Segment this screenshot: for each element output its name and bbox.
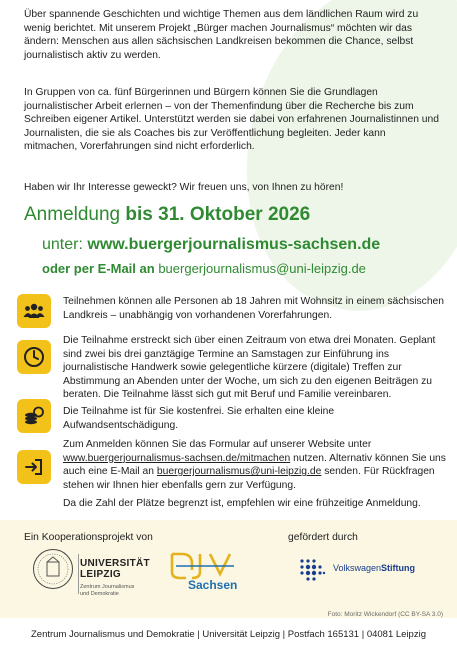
clock-icon [17, 340, 51, 374]
vw-prefix: Volkswagen [333, 563, 382, 573]
registration-url-line [42, 236, 380, 254]
university-name-line-2: LEIPZIG [80, 569, 121, 580]
djv-logo-icon [170, 552, 240, 580]
registration-headline [24, 204, 310, 226]
mail-prefix: oder per E-Mail an [42, 261, 155, 276]
volkswagen-stiftung-logo-icon [298, 557, 328, 583]
signup-text-c: senden. Für Rückfragen stehen wir Ihnen hier ebenfalls gern zur Verfügung. [63, 466, 435, 491]
center-name-line-1: Zentrum Journalismus [80, 584, 135, 590]
info-participants: Teilnehmen können alle Personen ab 18 Jahren mit Wohnsitz in einem sächsischen Landkreis – unabhängig von vorhandenen Vorerfahrungen. [63, 296, 445, 321]
people-icon [17, 294, 51, 328]
signup-form-link[interactable]: www.buergerjournalismus-sachsen.de/mitmachen [63, 452, 291, 464]
registration-url-link[interactable]: www.buergerjournalismus-sachsen.de [87, 236, 381, 253]
intro-paragraph-3: Haben wir Ihr Interesse geweckt? Wir freuen uns, von Ihnen zu hören! [24, 182, 344, 193]
registration-email-link[interactable]: buergerjournalismus@uni-leipzig.de [158, 261, 366, 276]
info-limited: Da die Zahl der Plätze begrenzt ist, empfehlen wir eine frühzeitige Anmeldung. [63, 498, 421, 509]
signup-text-b: nutzen. Alternativ können Sie uns auch eine E-Mail an [63, 452, 446, 478]
university-seal-icon [32, 548, 74, 590]
signup-text-a: Zum Anmelden können Sie das Formular auf unserer Website unter [63, 439, 372, 450]
djv-sachsen-text: Sachsen [188, 578, 238, 592]
info-duration: Die Teilnahme erstreckt sich über einen Zeitraum von etwa drei Monaten. Geplant sind zwei bis drei ganztägige Termine an Samstagen zur Einführung ins journalistische Handwerk sowie gelegentliche kürzere (digitale) Treffen zur Abstimmung an Abenden unter der Woche, um sich zu den eigenen Beiträgen zu beraten. Die Teilnahme lässt sich gut mit Beruf und Familie vereinbaren. [63, 335, 436, 401]
coins-icon [17, 399, 51, 433]
info-signup [63, 438, 448, 492]
volkswagen-stiftung-text [333, 563, 415, 573]
cooperation-label: Ein Kooperationsprojekt von [24, 532, 153, 543]
info-cost: Die Teilnahme ist für Sie kostenfrei. Sie erhalten eine kleine Aufwandsentschädigung. [63, 406, 335, 431]
footer-address: Zentrum Journalismus und Demokratie | Universität Leipzig | Postfach 165131 | 04081 Leipzig [30, 629, 426, 640]
headline-prefix: Anmeldung [24, 204, 121, 225]
login-icon [17, 450, 51, 484]
intro-paragraph-2: In Gruppen von ca. fünf Bürgerinnen und Bürgern können Sie die Grundlagen journalistischer Arbeit erlernen – von der Themenfindung über die Recherche bis zum Schreiben eigener Artikel. Unterstützt werden sie dabei von erfahrenen Journalistinnen und Journalisten, die sie als Coaches bis zur Veröffentlichung begleiten. Jeder kann mitmachen, Vorerfahrungen sind nicht erforderlich. [24, 87, 439, 153]
center-name-line-2: und Demokratie [80, 590, 119, 597]
photo-credit: Foto: Moritz Wickendorf (CC BY-SA 3.0) [327, 611, 443, 618]
registration-mail-line [42, 261, 366, 276]
url-prefix: unter: [42, 236, 83, 253]
university-name-line-1: UNIVERSITÄT [80, 558, 150, 569]
funding-label: gefördert durch [288, 532, 358, 543]
signup-email-link[interactable]: buergerjournalismus@uni-leipzig.de [156, 466, 322, 478]
intro-paragraph-1: Über spannende Geschichten und wichtige Themen aus dem ländlichen Raum wird zu wenig berichtet. Mit unserem Projekt „Bürger machen Journalismus“ möchten wir das ändern: Menschen aus allen sächsischen Landkreisen bekommen die Chance, selbst journalistisch aktiv zu werden. [24, 9, 419, 61]
university-logo-text [80, 558, 150, 580]
vw-suffix: Stiftung [381, 563, 416, 573]
logo-divider [78, 554, 79, 594]
headline-deadline: bis 31. Oktober 2026 [125, 204, 311, 225]
university-center-text [80, 584, 134, 597]
